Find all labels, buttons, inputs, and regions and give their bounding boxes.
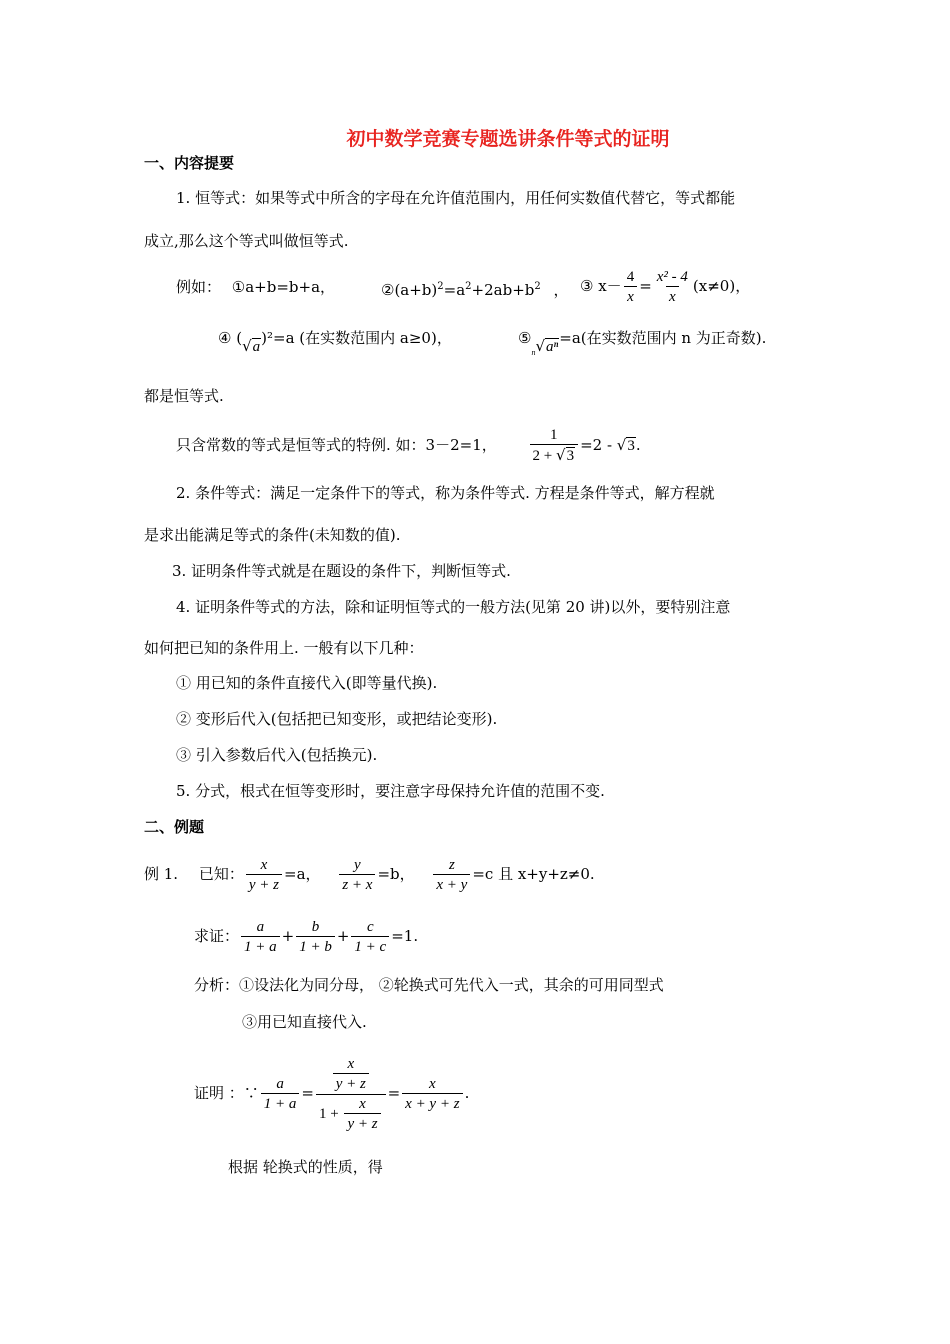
paragraph-5: 5. 分式，根式在恒等变形时，要注意字母保持允许值的范围不变. — [176, 782, 605, 800]
fraction-x2-minus-4-over-x: $\frac{\text{x² - 4}}{x}$ — [656, 268, 688, 305]
complex-fraction: $\frac{x}{y + z}$ 1 + $\frac{x}{y + z}$ — [316, 1055, 386, 1134]
method-3: ③ 引入参数后代入(包括换元). — [176, 746, 378, 764]
example-5: $⑤_n√a^n=a$(在实数范围内 n 为正奇数). — [518, 329, 767, 357]
example-1-proof: 证明 ：∵ $\frac{a}{1 + a}$ = $\frac{x}{y + z}$ 1 + $\frac{x}{y + z}$ = $\frac{x}{x + y + z}$ . — [194, 1055, 470, 1132]
paragraph-4-line-2: 如何把已知的条件用上. 一般有以下几种： — [144, 639, 424, 657]
paragraph-3: 3. 证明条件等式就是在题设的条件下，判断恒等式. — [172, 562, 511, 580]
example-1: ①a+b=b+a， — [231, 278, 336, 296]
method-1: ① 用已知的条件直接代入(即等量代换). — [176, 674, 438, 692]
paragraph-4-line-1: 4. 证明条件等式的方法，除和证明恒等式的一般方法(见第 20 讲)以外，要特别注意 — [176, 598, 731, 616]
example-1-basis: 根据 轮换式的性质，得 — [228, 1158, 383, 1176]
fraction-1-over-2-plus-root-3: $\frac{1}{2 + √3}$ — [530, 426, 579, 466]
fraction-c-over-1-plus-c: $\frac{c}{1 + c}$ — [351, 918, 389, 957]
fraction-x-over-x-plus-y-plus-z: $\frac{x}{x + y + z}$ — [402, 1075, 462, 1114]
example-1-to-prove: 求证： $\frac{a}{1 + a}$ + $\frac{b}{1 + b}$ + $\frac{c}{1 + c}$ =1. — [194, 918, 419, 955]
example-1-analysis-line-2: ③用已知直接代入. — [242, 1013, 367, 1031]
example-3: ③ x－ $\frac{4}{x}$ = $\frac{\text{x² - 4}}{x}$ (x≠0)， — [580, 268, 751, 305]
section-heading-summary: 一、内容提要 — [144, 154, 235, 172]
paragraph-1-end: 都是恒等式. — [144, 387, 224, 405]
example-1-analysis-line-1: 分析：①设法化为同分母， ②轮换式可先代入一式，其余的可用同型式 — [194, 976, 664, 994]
fraction-z-over-x-plus-y: $\frac{z}{x + y}$ — [433, 856, 470, 895]
section-heading-examples: 二、例题 — [144, 818, 205, 836]
special-case-line: 只含常数的等式是恒等式的特例. 如：3－2=1， $\frac{1}{2 + √3}$ =2 - √3. — [176, 427, 641, 464]
fraction-b-over-1-plus-b: $\frac{b}{1 + b}$ — [296, 918, 335, 957]
fraction-a-over-1-plus-a: $\frac{a}{1 + a}$ — [241, 918, 280, 957]
document-title: 初中数学竞赛专题选讲条件等式的证明 — [346, 128, 670, 150]
fraction-4-over-x: $\frac{4}{x}$ — [624, 268, 638, 307]
paragraph-2-line-2: 是求出能满足等式的条件(未知数的值). — [144, 526, 401, 544]
example-4: ④ (√a)²=a (在实数范围内 a≥0)， — [218, 329, 452, 355]
examples-row-1 — [176, 277, 335, 297]
fraction-a-over-1-plus-a-proof: $\frac{a}{1 + a}$ — [261, 1075, 300, 1114]
example-1-given: 例 1. 已知： $\frac{x}{y + z}$ =a， $\frac{y}{z + x}$ =b， $\frac{z}{x + y}$ =c 且 x+y+z≠0. — [144, 856, 595, 893]
paragraph-1-line-2: 成立,那么这个等式叫做恒等式. — [144, 232, 349, 250]
fraction-y-over-z-plus-x: $\frac{y}{z + x}$ — [339, 856, 375, 895]
fraction-x-over-y-plus-z: $\frac{x}{y + z}$ — [246, 856, 282, 895]
paragraph-1-line-1: 1. 恒等式：如果等式中所含的字母在允许值范围内，用任何实数值代替它，等式都能 — [176, 189, 736, 207]
method-2: ② 变形后代入(包括把已知变形，或把结论变形). — [176, 710, 498, 728]
examples-lead: 例如： — [176, 278, 222, 296]
paragraph-2-line-1: 2. 条件等式：满足一定条件下的等式，称为条件等式. 方程是条件等式，解方程就 — [176, 484, 715, 502]
example-2: $②(a+b)^2=a^2+2ab+b^2$ ， — [381, 281, 569, 299]
